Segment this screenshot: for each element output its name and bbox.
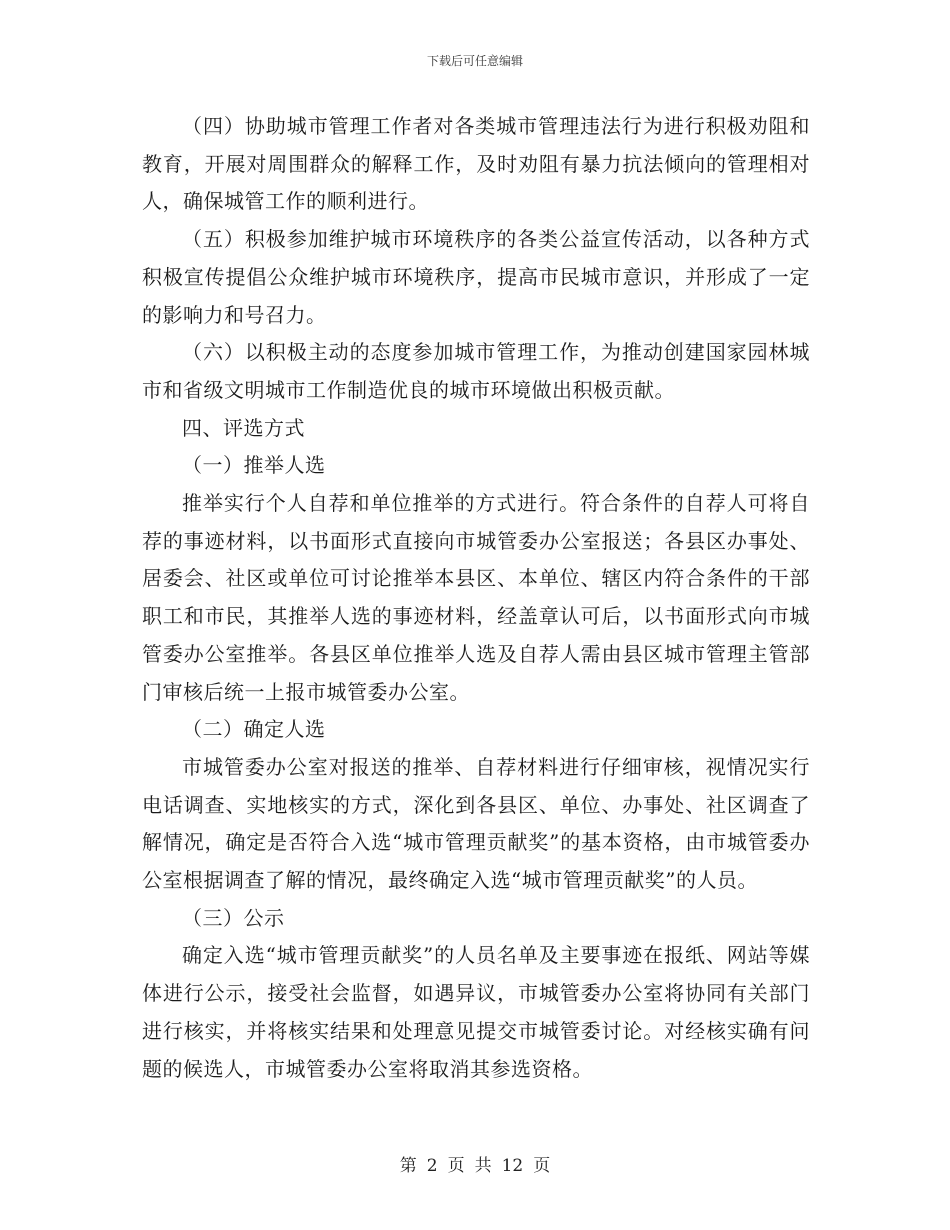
current-page-number: 2 [426, 1156, 438, 1176]
page-prefix: 第 [399, 1156, 417, 1176]
paragraph-duty-6: （六）以积极主动的态度参加城市管理工作，为推动创建国家园林城市和省级文明城市工作制造优良的城市环境做出积极贡献。 [142, 340, 810, 402]
page-suffix: 页 [533, 1156, 551, 1176]
total-pages-number: 12 [501, 1156, 524, 1176]
page-mid: 页 [447, 1156, 465, 1176]
page-footer [0, 1156, 950, 1176]
document-body [142, 108, 810, 1088]
paragraph-nomination: 推举实行个人自荐和单位推举的方式进行。符合条件的自荐人可将自荐的事迹材料，以书面形式直接向市城管委办公室报送；各县区办事处、居委会、社区或单位可讨论推举本县区、本单位、辖区内符合条件的干部职工和市民，其推举人选的事迹材料，经盖章认可后，以书面形式向市城管委办公室推举。各县区单位推举人选及自荐人需由县区城市管理主管部门审核后统一上报市城管委办公室。 [142, 491, 810, 704]
subheading-nomination: （一）推举人选 [182, 453, 326, 478]
section-heading-selection-method: 四、评选方式 [182, 415, 305, 440]
paragraph-duty-4: （四）协助城市管理工作者对各类城市管理违法行为进行积极劝阻和教育，开展对周围群众的解释工作，及时劝阻有暴力抗法倾向的管理相对人，确保城管工作的顺利进行。 [142, 114, 810, 214]
page-header: 下载后可任意编辑 [426, 54, 523, 68]
subheading-determination: （二）确定人选 [182, 717, 326, 742]
paragraph-publicity: 确定入选“城市管理贡献奖”的人员名单及主要事迹在报纸、网站等媒体进行公示，接受社会监督，如遇异议，市城管委办公室将协同有关部门进行核实，并将核实结果和处理意见提交市城管委讨论。对经核实确有问题的候选人，市城管委办公室将取消其参选资格。 [142, 943, 810, 1081]
subheading-publicity: （三）公示 [182, 905, 285, 930]
paragraph-duty-5: （五）积极参加维护城市环境秩序的各类公益宣传活动，以各种方式积极宣传提倡公众维护城市环境秩序，提高市民城市意识，并形成了一定的影响力和号召力。 [142, 227, 810, 327]
total-prefix: 共 [474, 1156, 492, 1176]
paragraph-determination: 市城管委办公室对报送的推举、自荐材料进行仔细审核，视情况实行电话调查、实地核实的方式，深化到各县区、单位、办事处、社区调查了解情况，确定是否符合入选“城市管理贡献奖”的基本资格，由市城管委办公室根据调查了解的情况，最终确定入选“城市管理贡献奖”的人员。 [142, 754, 810, 893]
